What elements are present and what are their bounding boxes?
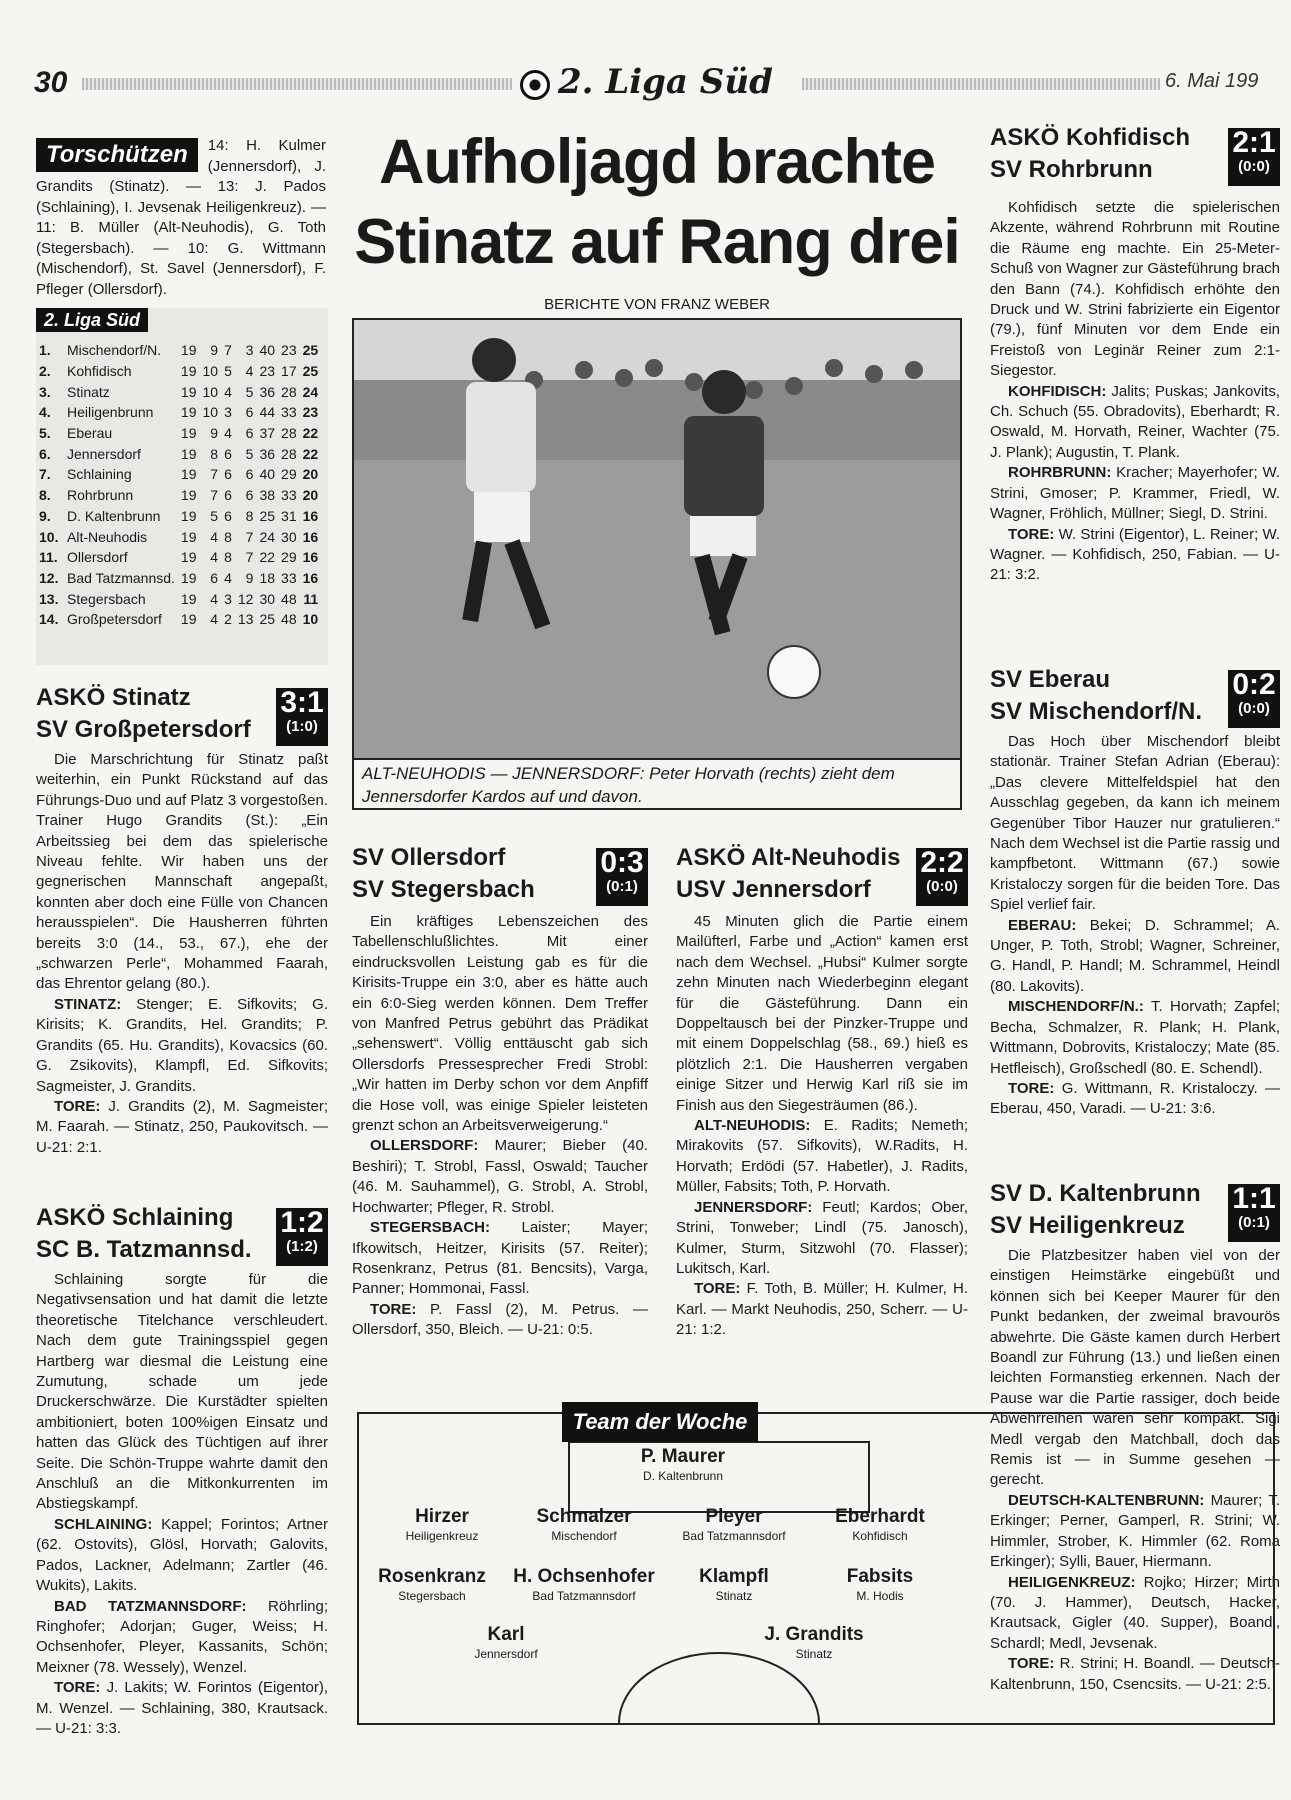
standings-cell-team: Schlaining [67, 466, 132, 483]
goals-label: TORE: [694, 1280, 741, 1298]
standings-row [36, 547, 321, 568]
standings-row [36, 423, 321, 444]
player-name: Schmalzer [536, 1506, 632, 1527]
standings-cell-gf: 18 [259, 569, 276, 586]
match-score-box [1228, 1184, 1280, 1242]
match-team2: SV Stegersbach [352, 876, 535, 903]
goals-text: J. Grandits (2), M. Sagmeister; M. Faarah. — Stinatz, 250, Paukovitsch. — U-21: 2:1. [36, 1097, 328, 1156]
player-name: H. Ochsenhofer [513, 1566, 655, 1587]
standings-cell-w: 4 [210, 528, 219, 545]
match-score-box [1228, 670, 1280, 728]
player-name: P. Maurer [640, 1446, 726, 1467]
standings-cell-p: 19 [180, 383, 197, 400]
standings-cell-p: 19 [180, 466, 197, 483]
standings-cell-p: 19 [180, 425, 197, 442]
standings-row [36, 381, 321, 402]
player-club: Heiligenkreuz [405, 1529, 479, 1543]
player-club: Stinatz [795, 1647, 833, 1661]
lineup-label: DEUTSCH-KALTENBRUNN: [1008, 1491, 1205, 1509]
goals-text: P. Fassl (2), M. Petrus. — Ollersdorf, 350, Bleich. — U-21: 0:5. [352, 1300, 648, 1339]
match-report: Ein kräftiges Lebenszeichen des Tabellenschlußlichtes. Mit einer eindrucksvollen Leistung gab es für die Kirisits-Truppe ein 3:0, aber es hätte auch ein 6:0-Sieg werden können. Dem Treffer von Manfred Petrus gebührt das Prädikat „sehenswert“. Völlig enttäuscht gab sich Ollersdorfs Pressesprecher Fredi Strobl: „Wir hatten im Derby schon vor dem Anpfiff die Hose voll, was einige Spieler leisteten grenzt schon an Arbeitsverweigerung.“ [352, 913, 648, 1135]
standings-cell-pos: 5. [39, 425, 51, 442]
standings-cell-ga: 29 [281, 466, 297, 483]
standings-cell-w: 9 [210, 425, 219, 442]
goals-text: J. Lakits; W. Forintos (Eigentor), M. Wenzel. — Schlaining, 380, Krautsack. — U-21: 3:3. [36, 1679, 328, 1737]
player-club: Bad Tatzmannsdorf [532, 1589, 636, 1603]
standings-cell-l: 8 [245, 507, 254, 524]
standings-cell-pts: 16 [302, 528, 319, 545]
standings-cell-l: 9 [245, 569, 254, 586]
goals-label: TORE: [54, 1679, 101, 1697]
team-of-week-player [724, 1624, 904, 1662]
lineup-text: Jalits; Puskas; Jankovits, Ch. Schuch (55. Obradovits), Eberhardt; R. Oswald, M. Horvath, Reiner, Wachter (75. J. Plank); Augustin, T. Plank. [990, 382, 1280, 461]
standings-cell-pos: 6. [39, 445, 51, 462]
standings-cell-l: 5 [245, 445, 254, 462]
standings-cell-pos: 10. [39, 528, 59, 545]
standings-cell-pos: 2. [39, 363, 51, 380]
standings-cell-w: 8 [210, 445, 219, 462]
standings-cell-team: Großpetersdorf [67, 611, 162, 628]
standings-cell-ga: 28 [281, 383, 297, 400]
standings-cell-d: 4 [224, 425, 232, 442]
standings-cell-pos: 8. [39, 487, 51, 504]
team-of-week-player [790, 1566, 970, 1604]
lineup-label: HEILIGENKREUZ: [1008, 1573, 1136, 1591]
standings-cell-w: 10 [202, 404, 219, 421]
standings-cell-p: 19 [180, 342, 197, 359]
match-score-box [1228, 128, 1280, 186]
player-name: Hirzer [415, 1506, 469, 1527]
match-team1: ASKÖ Stinatz [36, 684, 191, 711]
team-of-week-title: Team der Woche [562, 1402, 758, 1442]
lineup-text: Röhrling; Ringhofer; Adorjan; Guger, Weiss; H. Ochsenhofer, Pleyer, Kassanits, Schön; Meixner (78. Wessely), Wenzel. [36, 1597, 329, 1676]
scorers-text: 14: H. Kulmer (Jennersdorf), J. Grandits (Stinatz). — 13: J. Pados (Schlaining), I. Jevsenak Heiligenkreuz). — 11: B. Müller (Alt-Neuhodis), G. Toth (Stegersbach). — 10: G. Wittmann (Mischendorf), St. Savel (Jennersdorf), F. Pfleger (Ollersdorf). [36, 137, 326, 298]
match-halftime: (1:2) [286, 1238, 318, 1255]
match-score: 1:2 [280, 1206, 324, 1239]
lineup-label: ALT-NEUHODIS: [694, 1117, 811, 1135]
standings-cell-pts: 10 [302, 611, 319, 628]
standings-cell-w: 7 [210, 466, 219, 483]
issue-date: 6. Mai 199 [1165, 70, 1259, 92]
standings-row [36, 526, 321, 547]
standings-row [36, 568, 321, 589]
standings-cell-l: 6 [245, 487, 254, 504]
standings-cell-d: 3 [224, 404, 232, 421]
standings-cell-team: Eberau [67, 425, 113, 442]
match-halftime: (0:1) [1238, 1214, 1270, 1231]
match-team2: SV Rohrbrunn [990, 156, 1153, 183]
standings-cell-pts: 11 [303, 590, 319, 607]
standings-cell-pts: 23 [302, 404, 319, 421]
standings-cell-d: 7 [224, 342, 232, 359]
standings-cell-gf: 40 [259, 342, 276, 359]
match-report: Schlaining sorgte für die Negativsensation und hat damit die letzte theoretische Titelchance verschleudert. Nach dem gute Trainingsspiel gegen Hartberg war diesmal die Leistung eine Zumutung, schade um jede Druckerschwärze. Die Kurstädter spielten ambitioniert, boten 100%igen Einsatz und hatten das Glück des Tüchtigen auf ihrer Seite. Die Schön-Truppe wahrte damit den Anschluß an die Mitkonkurrenten im Abstiegskampf. [36, 1271, 328, 1513]
standings-cell-team: Alt-Neuhodis [67, 528, 148, 545]
standings-label: 2. Liga Süd [36, 308, 148, 332]
standings-cell-pos: 13. [39, 590, 59, 607]
standings-row [36, 506, 321, 527]
scorers-section [36, 136, 326, 300]
standings-cell-ga: 33 [281, 487, 297, 504]
standings-cell-p: 19 [180, 528, 197, 545]
standings-cell-ga: 17 [281, 363, 297, 380]
standings-cell-gf: 44 [259, 404, 276, 421]
standings-cell-d: 6 [224, 507, 232, 524]
headline-line1: Aufholjagd brachte [378, 127, 935, 197]
standings-cell-pos: 14. [39, 611, 59, 628]
football-icon [520, 70, 550, 100]
standings-cell-ga: 30 [281, 528, 297, 545]
player-name: Eberhardt [835, 1506, 925, 1527]
lineup-text: E. Radits; Nemeth; Mirakovits (57. Sifkovits), W.Radits, H. Horvath; Erdödi (57. Habetler), J. Radits, Müller, Fabsits; Toth, P. Horvath. [676, 1117, 968, 1196]
standings-cell-p: 19 [180, 404, 197, 421]
standings-cell-gf: 24 [259, 528, 276, 545]
match-halftime: (1:0) [286, 718, 318, 735]
lineup-label: STEGERSBACH: [370, 1219, 491, 1237]
standings-cell-pts: 16 [302, 549, 319, 566]
player-club: Kohfidisch [852, 1529, 908, 1543]
standings-cell-team: Mischendorf/N. [67, 342, 162, 359]
player-name: Karl [487, 1624, 525, 1645]
standings-cell-d: 5 [224, 363, 232, 380]
match-halftime: (0:0) [926, 878, 958, 895]
standings-cell-d: 8 [224, 528, 232, 545]
standings-cell-ga: 33 [281, 569, 297, 586]
standings-cell-gf: 38 [259, 487, 276, 504]
match-schlaining [36, 1202, 328, 1739]
lineup-label: KOHFIDISCH: [1008, 382, 1107, 400]
player-club: D. Kaltenbrunn [642, 1469, 724, 1483]
standings-cell-d: 8 [224, 549, 232, 566]
match-ollersdorf [352, 842, 648, 1341]
standings-cell-p: 19 [180, 549, 197, 566]
standings-cell-d: 6 [224, 487, 232, 504]
standings-cell-pos: 11. [39, 549, 58, 566]
match-photo [352, 318, 962, 760]
standings-cell-w: 9 [210, 342, 219, 359]
match-team2: SC B. Tatzmannsd. [36, 1236, 252, 1263]
standings-row [36, 609, 321, 630]
photo-caption: ALT-NEUHODIS — JENNERSDORF: Peter Horvath (rechts) zieht dem Jennersdorfer Kardos auf und davon. [352, 760, 962, 810]
standings-cell-p: 19 [180, 507, 197, 524]
player-name: Fabsits [846, 1566, 914, 1587]
standings-row [36, 588, 321, 609]
lineup-text: Feutl; Kardos; Ober, Strini, Tonweber; Lindl (75. Janosch), Kulmer, Sturm, Sitzwohl (70. Flasser); Lukitsch, Karl. [676, 1198, 969, 1277]
player-club: Bad Tatzmannsdorf [682, 1529, 786, 1543]
standings-row [36, 443, 321, 464]
main-headline [350, 122, 964, 282]
match-halftime: (0:0) [1238, 700, 1270, 717]
player-club: Jennersdorf [474, 1647, 538, 1661]
player-club: Mischendorf [551, 1529, 617, 1543]
standings-cell-team: Heiligenbrunn [67, 404, 154, 421]
player-club: M. Hodis [856, 1589, 904, 1603]
standings-cell-w: 4 [210, 611, 219, 628]
standings-cell-pts: 24 [302, 383, 319, 400]
standings-cell-ga: 28 [281, 425, 297, 442]
player-name: Klampfl [699, 1566, 769, 1587]
match-score: 2:2 [920, 846, 964, 879]
lineup-label: JENNERSDORF: [694, 1198, 813, 1216]
match-altneuhodis [676, 842, 968, 1341]
standings-cell-p: 19 [180, 590, 197, 607]
standings-cell-d: 4 [224, 383, 232, 400]
standings-cell-l: 6 [245, 466, 254, 483]
standings-row [36, 340, 321, 361]
section-title: 2. Liga Süd [558, 62, 773, 102]
match-team2: SV Mischendorf/N. [990, 698, 1203, 725]
byline: BERICHTE VON FRANZ WEBER [544, 296, 770, 313]
standings-cell-l: 4 [245, 363, 254, 380]
standings-cell-pts: 22 [302, 425, 319, 442]
standings-cell-team: Stegersbach [67, 590, 146, 607]
match-halftime: (0:0) [1238, 158, 1270, 175]
match-team2: SV Heiligenkreuz [990, 1212, 1185, 1239]
match-kohfidisch [990, 122, 1280, 586]
match-team1: ASKÖ Alt-Neuhodis [676, 844, 901, 871]
lineup-text: Bekei; D. Schrammel; A. Unger, P. Toth, Strobl; Wagner, Schreiner, G. Handl, P. Handl; M. Schrammel, Heindl (80. Lakovits). [990, 916, 1280, 995]
standings-cell-ga: 48 [281, 590, 297, 607]
match-score: 0:2 [1232, 668, 1276, 701]
page-number: 30 [34, 66, 68, 99]
match-score: 1:1 [1232, 1182, 1276, 1215]
team-of-week-player [593, 1446, 773, 1484]
standings-cell-pos: 7. [39, 466, 51, 483]
standings-cell-gf: 36 [259, 445, 276, 462]
standings-cell-d: 6 [224, 466, 232, 483]
standings-cell-l: 7 [245, 549, 254, 566]
standings-cell-gf: 30 [259, 590, 276, 607]
team-of-week-player [790, 1506, 970, 1544]
goals-label: TORE: [370, 1300, 417, 1318]
goals-text: W. Strini (Eigentor), L. Reiner; W. Wagner. — Kohfidisch, 250, Fabian. — U-21: 3:2. [990, 525, 1280, 584]
standings-cell-l: 6 [245, 425, 254, 442]
lineup-label: MISCHENDORF/N.: [1008, 998, 1144, 1016]
match-score-box [916, 848, 968, 906]
standings-cell-pts: 20 [302, 466, 319, 483]
match-score-box [276, 688, 328, 746]
standings-cell-gf: 23 [259, 363, 276, 380]
match-report: Die Marschrichtung für Stinatz paßt weiterhin, ein Punkt Rückstand auf das Führungs-Duo und auf Platz 3 vorgestoßen. Trainer Hugo Grandits (St.): „Ein Arbeitssieg bei dem das spielerische Niveau fehlte. Wir haben uns der gegnerischen Mannschaft angepaßt, konnten aber doch eine Fülle von Chancen herausspielen“. Die Hausherren führten bereits 3:0 (14., 53., 67.), ehe der „schwarzen Perle“, Mohammed Faarah, das Ehrentor gelang (80.). [36, 751, 328, 993]
match-score: 3:1 [280, 686, 324, 719]
goals-text: F. Toth, B. Müller; H. Kulmer, H. Karl. — Markt Neuhodis, 250, Scherr. — U-21: 1:2. [676, 1280, 969, 1339]
match-team1: SV D. Kaltenbrunn [990, 1180, 1201, 1207]
standings-cell-l: 6 [245, 404, 254, 421]
standings-cell-pts: 25 [302, 342, 319, 359]
standings-row [36, 485, 321, 506]
standings-cell-pts: 16 [302, 569, 319, 586]
standings-cell-gf: 40 [259, 466, 276, 483]
standings-cell-p: 19 [180, 363, 197, 380]
scorers-label: Torschützen [36, 138, 198, 172]
lineup-text: Laister; Mayer; Ifkowitsch, Heitzer, Kirisits (57. Reiter); Rosenkranz, Petrus (81. Bencsits), Varga, Panner; Hommonai, Fassl. [352, 1219, 649, 1298]
standings-cell-w: 5 [210, 507, 219, 524]
match-stinatz [36, 682, 328, 1158]
match-report: Das Hoch über Mischendorf bleibt stationär. Trainer Stefan Adrian (Eberau): „Das clevere Mittelfeldspiel hat den Ausschlag gegeben, da kann ich meinem Gegenüber Tibor Hauzer nur gratulieren.“ Nach dem Wechsel ist die Partie rassig und kampfbetont. Wittmann (67.) sowie Kristaloczy sorgen für die beiden Tore. Das Spiel verlief fair. [990, 733, 1280, 914]
standings-cell-l: 13 [237, 611, 254, 628]
lineup-text: T. Horvath; Zapfel; Becha, Schmalzer, R. Plank; H. Plank, Wittmann, Dobrovits, Kristaloczy; Mate (85. Hetfleisch), Großschedl (80. E. Schendl). [990, 998, 1280, 1077]
match-score: 0:3 [600, 846, 644, 879]
standings-cell-pts: 16 [302, 507, 319, 524]
standings-row [36, 464, 321, 485]
standings-cell-d: 6 [224, 445, 232, 462]
goals-text: G. Wittmann, R. Kristaloczy. — Eberau, 450, Varadi. — U-21: 3:6. [990, 1079, 1281, 1118]
match-halftime: (0:1) [606, 878, 638, 895]
match-team1: SV Ollersdorf [352, 844, 506, 871]
standings-cell-team: Stinatz [67, 383, 110, 400]
standings-cell-l: 12 [237, 590, 254, 607]
standings-box [36, 308, 328, 665]
match-team2: USV Jennersdorf [676, 876, 871, 903]
standings-cell-ga: 23 [281, 342, 297, 359]
goals-label: TORE: [54, 1097, 101, 1115]
standings-cell-team: Rohrbrunn [67, 487, 134, 504]
standings-cell-team: D. Kaltenbrunn [67, 507, 161, 524]
lineup-text: Stenger; E. Sifkovits; G. Kirisits; K. Grandits, Hel. Grandits; P. Grandits (65. Hu. Grandits), Kovacsics (60. G. Zsikovits), Klampfl, Ed. Sifkovits; Sagmeister, J. Grandits. [36, 995, 328, 1095]
standings-cell-team: Jennersdorf [67, 445, 141, 462]
standings-cell-l: 7 [245, 528, 254, 545]
match-team1: SV Eberau [990, 666, 1111, 693]
standings-cell-p: 19 [180, 487, 197, 504]
standings-cell-pos: 4. [39, 404, 51, 421]
standings-cell-p: 19 [180, 445, 197, 462]
lineup-text: Maurer; T. Erkinger; Perner, Gamperl, R. Strini; W. Himmler, Strober, K. Himmler (62. Roma Erkinger); Sylli, Bauer, Hiermann. [990, 1491, 1281, 1571]
player-name: Rosenkranz [378, 1566, 486, 1587]
standings-cell-ga: 33 [281, 404, 297, 421]
standings-cell-ga: 29 [281, 549, 297, 566]
standings-cell-w: 4 [210, 590, 219, 607]
standings-cell-team: Ollersdorf [67, 549, 128, 566]
goals-label: TORE: [1008, 525, 1055, 543]
match-team1: ASKÖ Schlaining [36, 1204, 234, 1231]
standings-cell-gf: 25 [259, 611, 276, 628]
standings-cell-pts: 22 [302, 445, 319, 462]
goals-label: TORE: [1008, 1079, 1055, 1097]
player-name: J. Grandits [764, 1624, 864, 1645]
standings-cell-pos: 1. [39, 342, 51, 359]
match-score: 2:1 [1232, 126, 1276, 159]
match-score-box [596, 848, 648, 906]
standings-cell-gf: 37 [259, 425, 276, 442]
lineup-label: SCHLAINING: [54, 1515, 153, 1533]
lineup-text: Kracher; Mayerhofer; W. Strini, Gmoser; P. Krammer, Friedl, W. Wagner, Fröhlich, Müllner; Siegl, D. Strini. [990, 464, 1281, 523]
lineup-label: OLLERSDORF: [370, 1137, 479, 1155]
lineup-label: STINATZ: [54, 995, 122, 1013]
standings-row [36, 402, 321, 423]
match-report: 45 Minuten glich die Partie einem Mailüfterl, Farbe und „Action“ kamen erst nach dem Wechsel. „Hubsi“ Kulmer sorgte zehn Minuten nach Wiederbeginn elegant für die Gästeführung. Dann ein Doppeltausch bei der Pinzker-Truppe und mit einem Doppelschlag (58., 69.) hieß es plötzlich 2:1. Die Hausherren vergaben einige Sitzer und Herwig Karl riß sie im Finish aus den Siegesträumen (86.). [676, 913, 968, 1114]
standings-cell-w: 10 [202, 363, 219, 380]
standings-cell-team: Bad Tatzmannsd. [67, 569, 175, 586]
standings-cell-gf: 36 [259, 383, 276, 400]
standings-cell-gf: 22 [259, 549, 276, 566]
team-of-week-player [416, 1624, 596, 1662]
standings-cell-d: 2 [224, 611, 232, 628]
standings-cell-l: 5 [245, 383, 254, 400]
headline-line2: Stinatz auf Rang drei [354, 207, 960, 277]
standings-cell-pos: 3. [39, 383, 51, 400]
lineup-text: Maurer; Bieber (40. Beshiri); T. Strobl, Fassl, Oswald; Taucher (46. M. Sauhammel), G. Strobl, A. Strobl, Hochwarter; Pfleger, R. Strobl. [352, 1137, 648, 1216]
standings-cell-ga: 31 [281, 507, 297, 524]
photo-illustration [354, 320, 960, 758]
goals-text: R. Strini; H. Boandl. — Deutsch-Kaltenbrunn, 150, Csencsits. — U-21: 2:5. [990, 1655, 1281, 1693]
header-rule-left [82, 78, 512, 90]
standings-cell-ga: 28 [281, 445, 297, 462]
standings-table [36, 340, 321, 630]
standings-cell-d: 3 [224, 590, 232, 607]
standings-cell-pos: 12. [39, 569, 59, 586]
player-club: Stinatz [715, 1589, 753, 1603]
standings-cell-pts: 20 [302, 487, 319, 504]
match-eberau [990, 664, 1280, 1120]
standings-cell-w: 6 [210, 569, 219, 586]
lineup-label: BAD TATZMANNSDORF: [54, 1597, 247, 1615]
lineup-label: ROHRBRUNN: [1008, 464, 1112, 482]
standings-cell-pts: 25 [302, 363, 319, 380]
match-team2: SV Großpetersdorf [36, 716, 251, 743]
standings-cell-pos: 9. [39, 507, 51, 524]
goals-label: TORE: [1008, 1655, 1055, 1673]
lineup-text: Rojko; Hirzer; Mirth (70. J. Hammer), Deutsch, Hacker, Krautsack, Gigler (40. Supper), Boandl, Schardl; Medl, Jevsenak. [990, 1573, 1281, 1652]
match-report: Kohfidisch setzte die spielerischen Akzente, während Rohrbrunn mit Routine die Räume eng machte. Ein 25-Meter-Schuß von Wagner zur Gästeführung brach den Bann (74.). Kohfidisch erhöhte den Druck und W. Strini fabrizierte ein Eigentor (79.), fünf Minuten vor dem Ende ein Freistoß von Leginär Reiner zum 2:1-Siegestor. [990, 199, 1280, 380]
standings-cell-l: 3 [245, 342, 254, 359]
lineup-label: EBERAU: [1008, 916, 1077, 934]
standings-cell-gf: 25 [259, 507, 276, 524]
standings-cell-w: 4 [210, 549, 219, 566]
standings-row [36, 361, 321, 382]
match-team1: ASKÖ Kohfidisch [990, 124, 1191, 151]
standings-cell-team: Kohfidisch [67, 363, 132, 380]
match-score-box [276, 1208, 328, 1266]
player-club: Stegersbach [398, 1589, 466, 1603]
standings-cell-ga: 48 [281, 611, 297, 628]
standings-cell-w: 10 [202, 383, 219, 400]
match-report: Die Platzbesitzer haben viel von der einstigen Heimstärke eingebüßt und können sich bei Keeper Maurer für den Punkt bedanken, der zweimal bravourös abwehrte. Die Gäste kamen durch Herbert Boandl zur Führung (13.) und ließen einen leichten Formanstieg erkennen. Nach der Pause war die Partie rassiger, doch beide Abwehrreihen waren sehr kompakt. Sigi Medl vergab den Matchball, doch das Remis ist — in Summe gesehen — gerecht. [990, 1247, 1280, 1489]
lineup-text: Kappel; Forintos; Artner (62. Ostovits), Glösl, Horvath; Galovits, Pados, Lackner, Adelmann; Zartler (46. Wukits), Lakits. [36, 1515, 328, 1595]
standings-cell-p: 19 [180, 569, 197, 586]
standings-cell-p: 19 [180, 611, 197, 628]
standings-cell-w: 7 [210, 487, 219, 504]
header-rule-right [802, 78, 1160, 90]
standings-cell-d: 4 [224, 569, 232, 586]
player-name: Pleyer [705, 1506, 763, 1527]
